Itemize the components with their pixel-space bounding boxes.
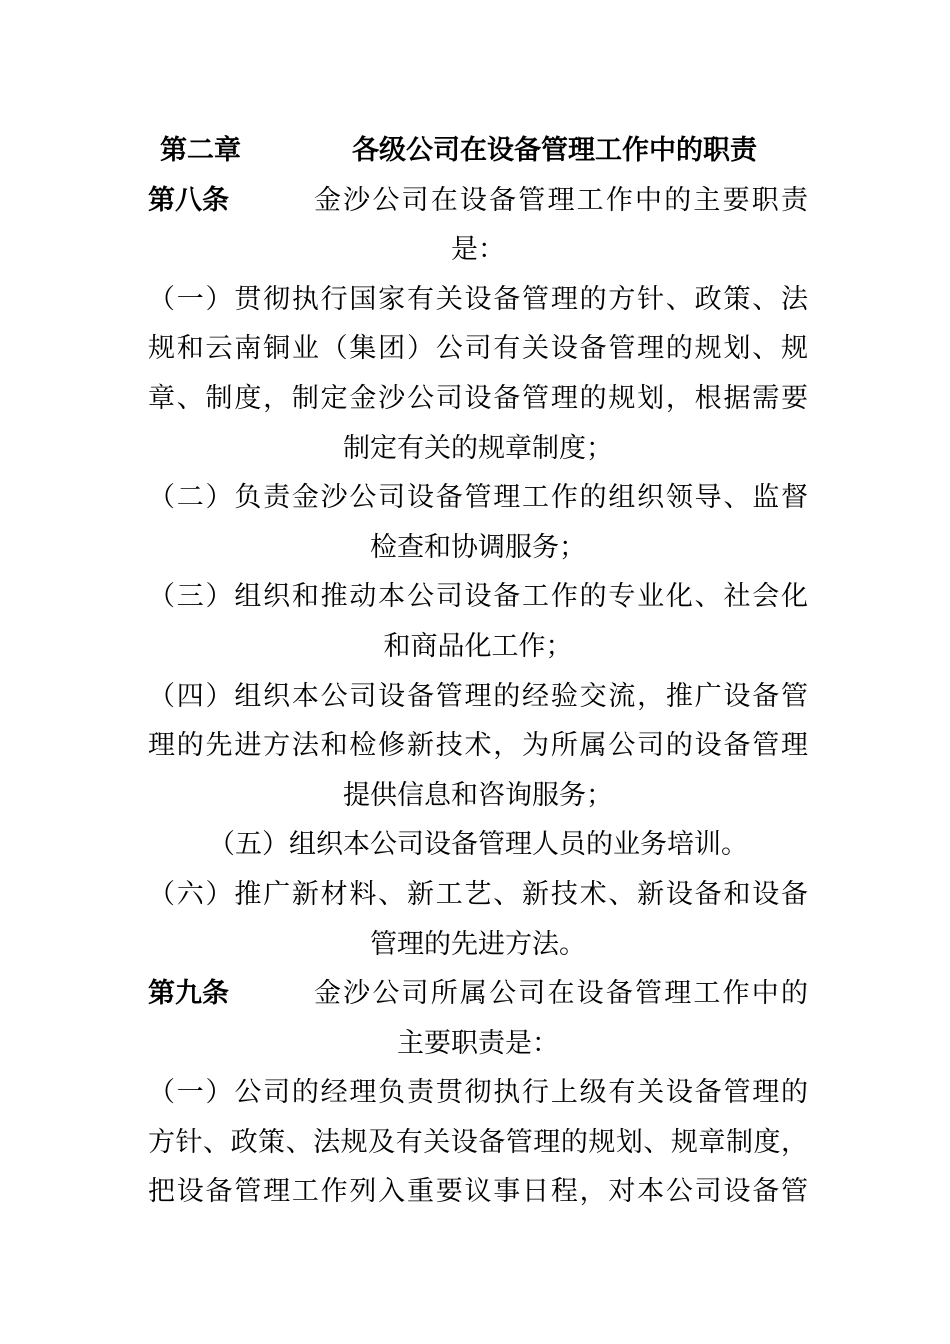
article-9-label: 第九条 <box>148 978 229 1010</box>
paragraph-line: 制定有关的规章制度； <box>343 432 613 464</box>
paragraph-line: 方针、政策、法规及有关设备管理的规划、规章制度， <box>148 1126 808 1158</box>
paragraph-line: （四）组织本公司设备管理的经验交流，推广设备管 <box>148 680 808 712</box>
paragraph-line: 检查和协调服务； <box>370 531 586 563</box>
article-9-lead: 金沙公司所属公司在设备管理工作中的 <box>314 978 808 1010</box>
paragraph-line: 规和云南铜业（集团）公司有关设备管理的规划、规 <box>148 333 808 365</box>
article-9-item-1 <box>148 1068 808 1217</box>
chapter-heading <box>148 126 808 176</box>
article-9-lead-continued: 主要职责是： <box>397 1027 559 1059</box>
article-8-item-3 <box>148 572 808 671</box>
article-8-lead-continued: 是： <box>451 234 505 266</box>
article-8-item-6 <box>148 870 808 969</box>
chapter-title: 各级公司在设备管理工作中的职责 <box>352 135 757 166</box>
article-9-heading <box>148 969 808 1019</box>
paragraph-line: 和商品化工作； <box>383 630 573 662</box>
article-8-lead: 金沙公司在设备管理工作中的主要职责 <box>314 184 808 216</box>
paragraph-line: （三）组织和推动本公司设备工作的专业化、社会化 <box>148 581 808 613</box>
article-8-heading <box>148 176 808 226</box>
chapter-label: 第二章 <box>160 135 241 166</box>
paragraph-line: 提供信息和咨询服务； <box>343 779 613 811</box>
paragraph-line: （二）负责金沙公司设备管理工作的组织领导、监督 <box>148 482 808 514</box>
paragraph-line: （一）贯彻执行国家有关设备管理的方针、政策、法 <box>148 283 808 315</box>
paragraph-line: （五）组织本公司设备管理人员的业务培训。 <box>208 829 748 861</box>
paragraph-line: 理的先进方法和检修新技术，为所属公司的设备管理 <box>148 730 808 762</box>
document-page <box>148 126 808 1217</box>
paragraph-line: 管理的先进方法。 <box>370 928 586 960</box>
paragraph-line: （一）公司的经理负责贯彻执行上级有关设备管理的 <box>148 1077 808 1109</box>
paragraph-line: （六）推广新材料、新工艺、新技术、新设备和设备 <box>148 878 808 910</box>
article-8-item-2 <box>148 473 808 572</box>
article-8-item-1 <box>148 275 808 473</box>
paragraph-line: 章、制度，制定金沙公司设备管理的规划，根据需要 <box>148 382 808 414</box>
article-8-item-4 <box>148 672 808 821</box>
article-8-label: 第八条 <box>148 184 229 216</box>
article-8-item-5 <box>148 820 808 870</box>
paragraph-line: 把设备管理工作列入重要议事日程，对本公司设备管 <box>148 1176 808 1208</box>
